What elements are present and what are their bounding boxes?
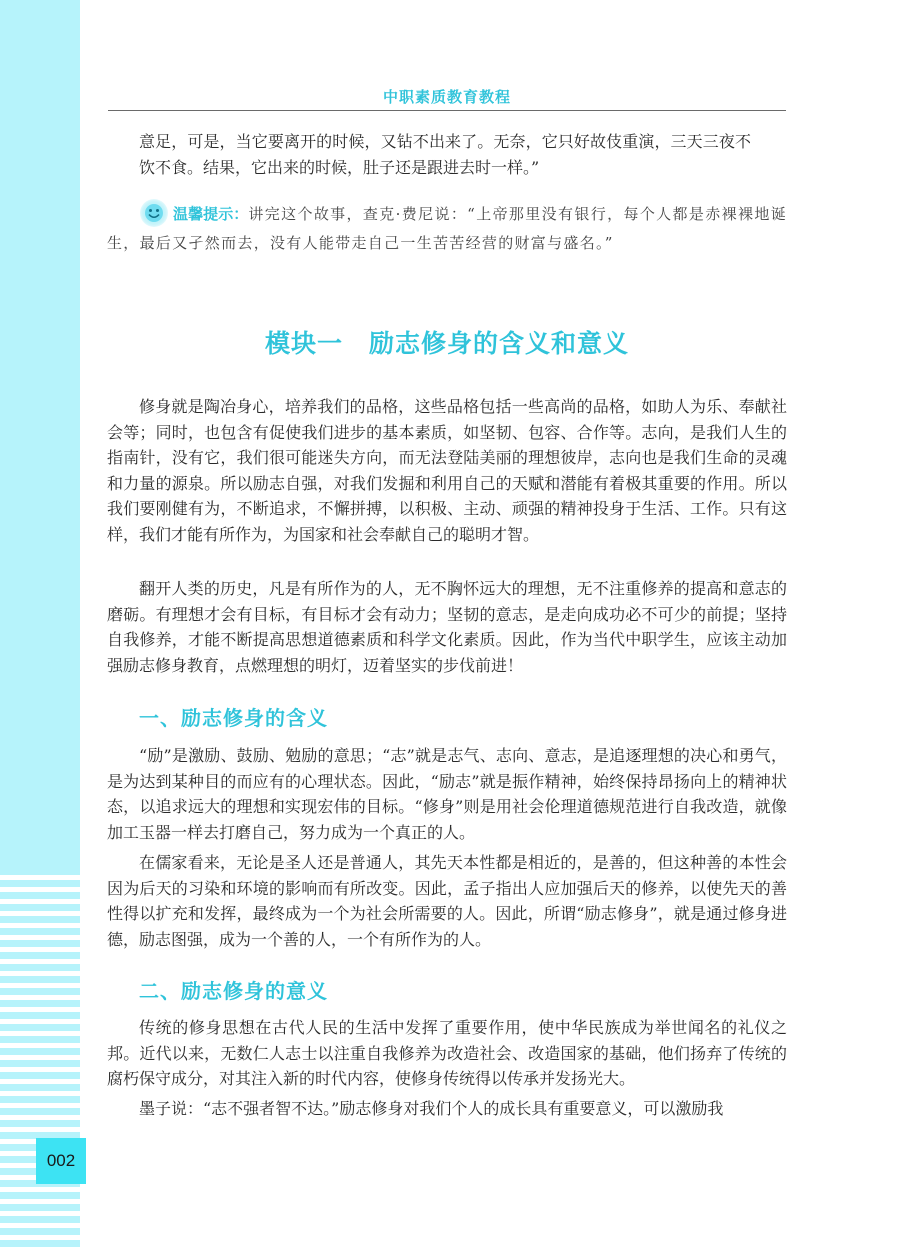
body-paragraph: 墨子说：“志不强者智不达。”励志修身对我们个人的成长具有重要意义，可以激励我 [139, 1099, 724, 1118]
page-number: 002 [36, 1138, 86, 1184]
header-divider [108, 110, 786, 111]
section-heading-significance: 二、励志修身的意义 [139, 979, 328, 1003]
body-paragraph: 翻开人类的历史，凡是有所作为的人，无不胸怀远大的理想，无不注重修养的提高和意志的磨砺。有理想才会有目标，有目标才会有动力；坚韧的意志，是走向成功必不可少的前提；坚持自我修养，才能不断提高思想道德素质和科学文化素质。因此，作为当代中职学生，应该主动加强励志修身教育，点燃理想的明灯，迈着坚实的步伐前进！ [107, 579, 787, 675]
tip-label: 温馨提示： [173, 205, 249, 223]
smiley-face-icon [139, 198, 169, 228]
tip-box [107, 198, 787, 258]
body-paragraph: “励”是激励、鼓励、勉励的意思；“志”就是志气、志向、意志，是追逐理想的决心和勇气，是为达到某种目的而应有的心理状态。因此，“励志”就是振作精神，始终保持昂扬向上的精神状态，以追求远大的理想和实现宏伟的目标。“修身”则是用社会伦理道德规范进行自我改造，就像加工玉器一样去打磨自己，努力成为一个真正的人。 [107, 746, 787, 842]
running-header-title: 中职素质教育教程 [382, 88, 511, 106]
sidebar-stripes [0, 868, 80, 1251]
story-continuation: 意足，可是，当它要离开的时候，又钻不出来了。无奈，它只好故伎重演，三天三夜不饮不食。结果，它出来的时候，肚子还是跟进去时一样。” [139, 132, 751, 177]
tip-text: 讲完这个故事，查克·费尼说：“上帝那里没有银行，每个人都是赤裸裸地诞生，最后又孑然而去，没有人能带走自己一生苦苦经营的财富与盛名。” [107, 205, 787, 252]
left-sidebar-band [0, 0, 80, 1251]
body-paragraph: 传统的修身思想在古代人民的生活中发挥了重要作用，使中华民族成为举世闻名的礼仪之邦。近代以来，无数仁人志士以注重自我修养为改造社会、改造国家的基础，他们扬弃了传统的腐朽保守成分，对其注入新的时代内容，使修身传统得以传承并发扬光大。 [107, 1018, 787, 1088]
body-paragraph: 在儒家看来，无论是圣人还是普通人，其先天本性都是相近的，是善的，但这种善的本性会因为后天的习染和环境的影响而有所改变。因此，孟子指出人应加强后天的修养，以使先天的善性得以扩充和发挥，最终成为一个为社会所需要的人。因此，所谓“励志修身”，就是通过修身进德，励志图强，成为一个善的人，一个有所作为的人。 [107, 853, 787, 949]
body-paragraph: 修身就是陶冶身心，培养我们的品格，这些品格包括一些高尚的品格，如助人为乐、奉献社会等；同时，也包含有促使我们进步的基本素质，如坚韧、包容、合作等。志向，是我们人生的指南针，没有它，我们很可能迷失方向，而无法登陆美丽的理想彼岸，志向也是我们生命的灵魂和力量的源泉。所以励志自强，对我们发掘和利用自己的天赋和潜能有着极其重要的作用。所以我们要刚健有为，不断追求，不懈拼搏，以积极、主动、顽强的精神投身于生活、工作。只有这样，我们才能有所作为，为国家和社会奉献自己的聪明才智。 [107, 397, 787, 544]
module-title: 模块一 励志修身的含义和意义 [264, 329, 629, 358]
section-heading-meaning: 一、励志修身的含义 [139, 706, 328, 730]
